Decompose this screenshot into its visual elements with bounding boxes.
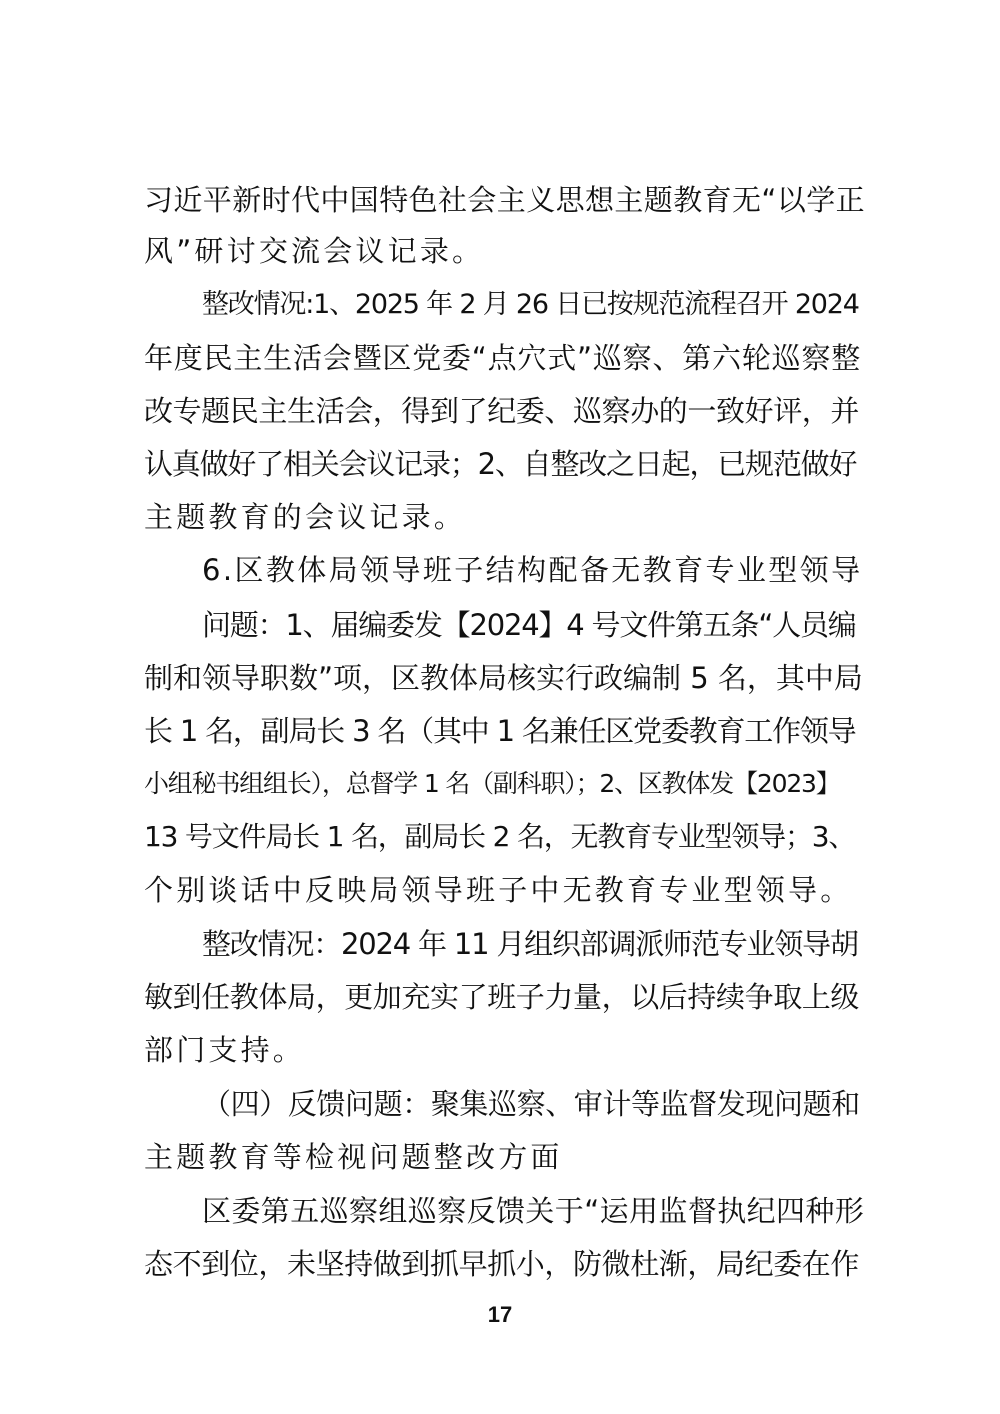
text-line: 风”研讨交流会议记录。: [144, 234, 485, 268]
text-line: 主题教育等检视问题整改方面: [144, 1140, 563, 1174]
paragraph-problem-start: 问题：1、届编委发【2024】4 号文件第五条“人员编: [202, 608, 856, 642]
text-line: 年度民主生活会暨区党委“点穴式”巡察、第六轮巡察整: [144, 341, 862, 375]
paragraph-feedback-start: 区委第五巡察组巡察反馈关于“运用监督执纪四种形: [202, 1194, 865, 1228]
text-line: 13 号文件局长 1 名，副局长 2 名，无教育专业型领导；3、: [144, 820, 856, 853]
text-line: 制和领导职数”项，区教体局核实行政编制 5 名，其中局: [144, 661, 863, 695]
text-line: 习近平新时代中国特色社会主义思想主题教育无“以学正: [144, 183, 866, 217]
page-number: 17: [487, 1302, 513, 1327]
text-line: 个别谈话中反映局领导班子中无教育专业型领导。: [144, 873, 853, 907]
paragraph-rectification-start: 整改情况:1、2025 年 2 月 26 日已按规范流程召开 2024: [202, 289, 859, 320]
text-line: 主题教育的会议记录。: [144, 500, 467, 534]
section-heading: 6.区教体局领导班子结构配备无教育专业型领导: [202, 553, 863, 587]
subsection-heading: （四）反馈问题：聚集巡察、审计等监督发现问题和: [202, 1087, 860, 1121]
text-line: 长 1 名，副局长 3 名（其中 1 名兼任区党委教育工作领导: [144, 714, 856, 748]
text-line: 部门支持。: [144, 1033, 306, 1067]
text-line: 认真做好了相关会议记录；2、自整改之日起，已规范做好: [144, 447, 857, 481]
text-line: 改专题民主生活会，得到了纪委、巡察办的一致好评，并: [144, 394, 860, 428]
text-line: 敏到任教体局，更加充实了班子力量，以后持续争取上级: [144, 980, 860, 1014]
text-line: 小组秘书组组长），总督学 1 名（副科职）；2、区教体发【2023】: [144, 769, 840, 798]
text-line: 态不到位，未坚持做到抓早抓小，防微杜渐，局纪委在作: [144, 1247, 860, 1281]
paragraph-rectification-start: 整改情况：2024 年 11 月组织部调派师范专业领导胡: [202, 927, 858, 961]
